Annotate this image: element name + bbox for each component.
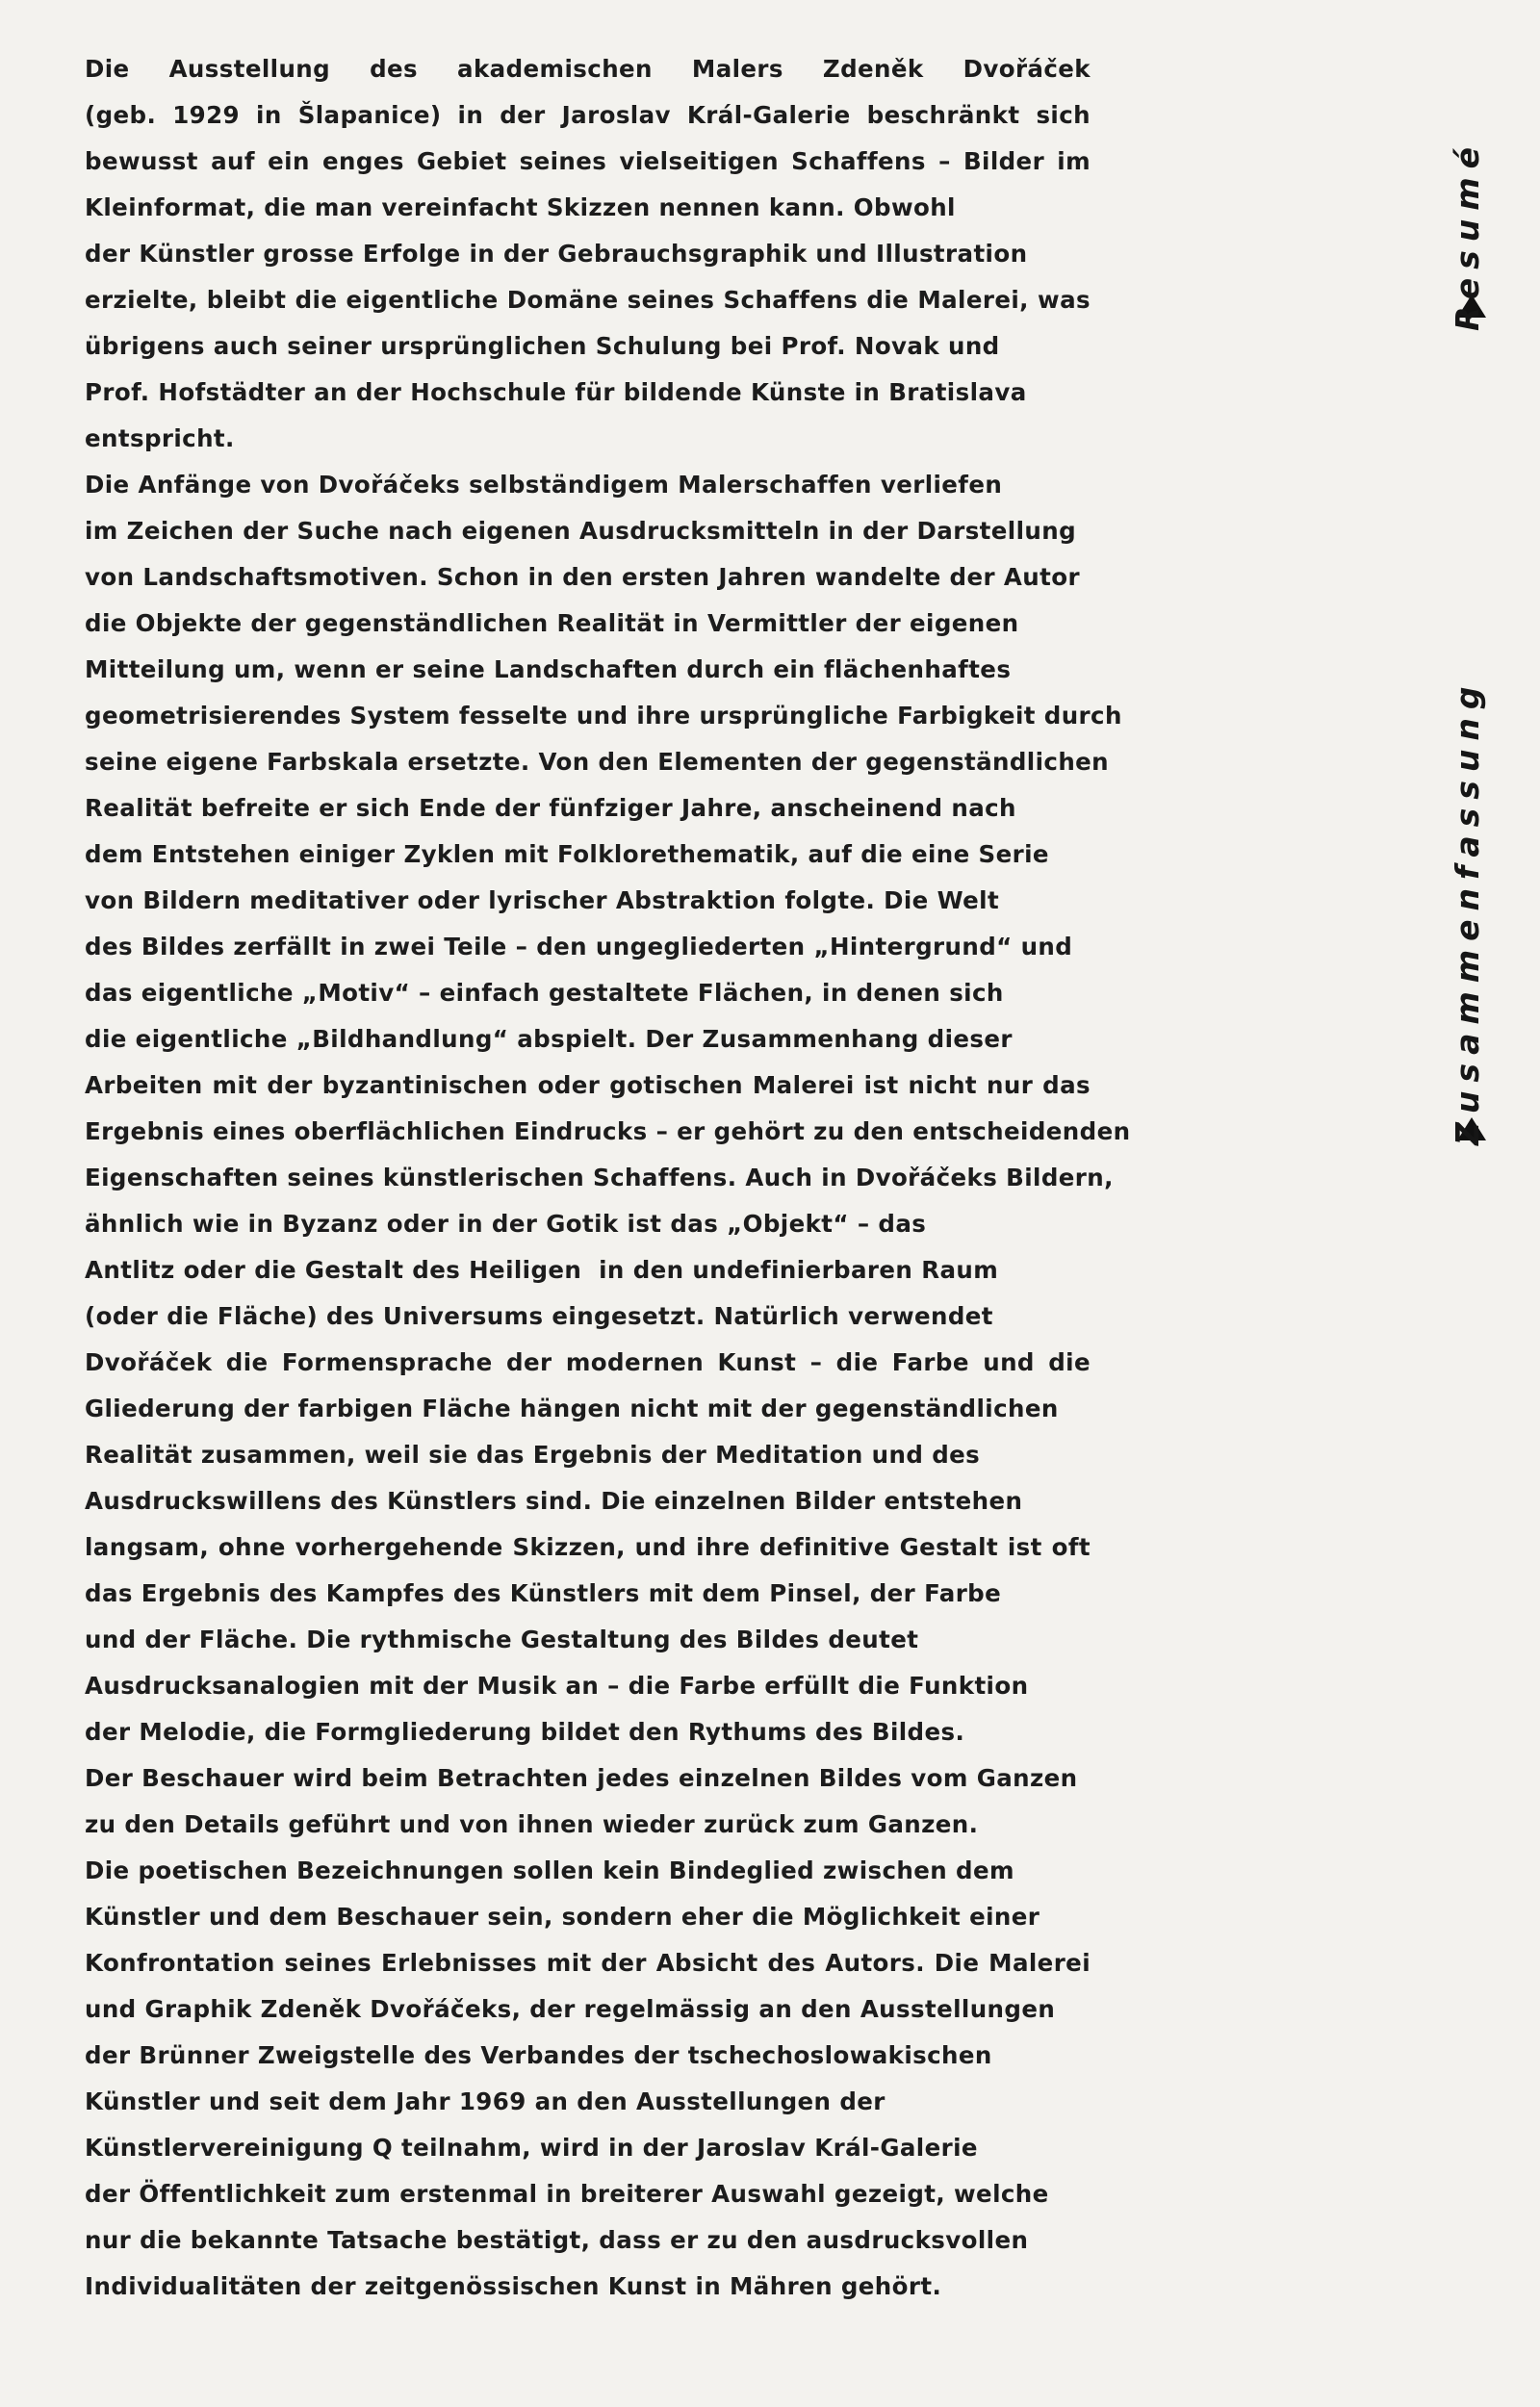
text-line: Ausdruckswillens des Künstlers sind. Die einzelnen Bilder entstehen: [85, 1487, 1023, 1515]
text-line: und der Fläche. Die rythmische Gestaltung des Bildes deutet: [85, 1626, 919, 1653]
text-line: Antlitz oder die Gestalt des Heiligen in den undefinierbaren Raum: [85, 1256, 999, 1284]
text-line: entspricht.: [85, 424, 235, 452]
text-line: dem Entstehen einiger Zyklen mit Folklorethematik, auf die eine Serie: [85, 840, 1049, 868]
text-line: Gliederung der farbigen Fläche hängen nicht mit der gegenständlichen: [85, 1395, 1059, 1422]
text-line: das eigentliche „Motiv“ – einfach gestaltete Flächen, in denen sich: [85, 979, 1004, 1007]
text-line: Künstlervereinigung Q teilnahm, wird in der Jaroslav Král-Galerie: [85, 2134, 978, 2162]
side-label-resume: Resumé: [1449, 138, 1486, 331]
text-line: der Melodie, die Formgliederung bildet den Rythums des Bildes.: [85, 1718, 965, 1746]
text-line: (geb. 1929 in Šlapanice) in der Jaroslav Král-Galerie beschränkt sich: [85, 101, 1091, 129]
text-line: von Bildern meditativer oder lyrischer Abstraktion folgte. Die Welt: [85, 886, 1000, 914]
text-line: bewusst auf ein enges Gebiet seines vielseitigen Schaffens – Bilder im: [85, 147, 1091, 175]
text-line: Realität befreite er sich Ende der fünfziger Jahre, anscheinend nach: [85, 794, 1016, 822]
text-line: Die poetischen Bezeichnungen sollen kein Bindeglied zwischen dem: [85, 1856, 1014, 1884]
text-line: Prof. Hofstädter an der Hochschule für bildende Künste in Bratislava: [85, 378, 1027, 406]
text-line: Individualitäten der zeitgenössischen Kunst in Mähren gehört.: [85, 2272, 942, 2300]
text-line: der Öffentlichkeit zum erstenmal in breiterer Auswahl gezeigt, welche: [85, 2180, 1049, 2208]
article-body: [85, 46, 1131, 2310]
text-line: Arbeiten mit der byzantinischen oder gotischen Malerei ist nicht nur das: [85, 1071, 1091, 1099]
text-line: Der Beschauer wird beim Betrachten jedes einzelnen Bildes vom Ganzen: [85, 1764, 1078, 1792]
text-line: Realität zusammen, weil sie das Ergebnis der Meditation und des: [85, 1441, 981, 1469]
text-line: Die Anfänge von Dvořáčeks selbständigem Malerschaffen verliefen: [85, 471, 1003, 499]
text-line: langsam, ohne vorhergehende Skizzen, und ihre definitive Gestalt ist oft: [85, 1533, 1091, 1561]
text-line: das Ergebnis des Kampfes des Künstlers mit dem Pinsel, der Farbe: [85, 1579, 1002, 1607]
text-line: Konfrontation seines Erlebnisses mit der Absicht des Autors. Die Malerei: [85, 1949, 1091, 1977]
text-line: von Landschaftsmotiven. Schon in den ersten Jahren wandelte der Autor: [85, 563, 1080, 591]
text-line: Ausdrucksanalogien mit der Musik an – die Farbe erfüllt die Funktion: [85, 1672, 1029, 1700]
text-line: geometrisierendes System fesselte und ihre ursprüngliche Farbigkeit durch: [85, 702, 1122, 730]
text-line: im Zeichen der Suche nach eigenen Ausdrucksmitteln in der Darstellung: [85, 517, 1077, 545]
text-line: und Graphik Zdeněk Dvořáčeks, der regelmässig an den Ausstellungen: [85, 1995, 1056, 2023]
text-line: Künstler und seit dem Jahr 1969 an den Ausstellungen der: [85, 2087, 886, 2115]
text-line: zu den Details geführt und von ihnen wieder zurück zum Ganzen.: [85, 1810, 979, 1838]
text-line: Kleinformat, die man vereinfacht Skizzen nennen kann. Obwohl: [85, 193, 956, 221]
text-line: seine eigene Farbskala ersetzte. Von den Elementen der gegenständlichen: [85, 748, 1110, 776]
text-line: nur die bekannte Tatsache bestätigt, dass er zu den ausdrucksvollen: [85, 2226, 1029, 2254]
text-line: Die Ausstellung des akademischen Malers Zdeněk Dvořáček: [85, 55, 1091, 83]
text-line: (oder die Fläche) des Universums eingesetzt. Natürlich verwendet: [85, 1302, 993, 1330]
text-line: Ergebnis eines oberflächlichen Eindrucks – er gehört zu den entscheidenden: [85, 1117, 1131, 1145]
text-line: des Bildes zerfällt in zwei Teile – den ungegliederten „Hintergrund“ und: [85, 933, 1073, 960]
text-line: der Brünner Zweigstelle des Verbandes der tschechoslowakischen: [85, 2041, 992, 2069]
text-line: Dvořáček die Formensprache der modernen Kunst – die Farbe und die: [85, 1348, 1091, 1376]
text-line: die eigentliche „Bildhandlung“ abspielt. Der Zusammenhang dieser: [85, 1025, 1013, 1053]
text-line: der Künstler grosse Erfolge in der Gebrauchsgraphik und Illustration: [85, 240, 1028, 268]
side-label-zusammenfassung: Zusammenfassung: [1449, 678, 1486, 1145]
text-line: erzielte, bleibt die eigentliche Domäne seines Schaffens die Malerei, was: [85, 286, 1091, 314]
text-line: Mitteilung um, wenn er seine Landschaften durch ein flächenhaftes: [85, 655, 1012, 683]
text-line: die Objekte der gegenständlichen Realität in Vermittler der eigenen: [85, 609, 1019, 637]
text-line: übrigens auch seiner ursprünglichen Schulung bei Prof. Novak und: [85, 332, 1000, 360]
text-line: Eigenschaften seines künstlerischen Schaffens. Auch in Dvořáčeks Bildern,: [85, 1164, 1114, 1191]
text-line: Künstler und dem Beschauer sein, sondern eher die Möglichkeit einer: [85, 1903, 1040, 1931]
text-line: ähnlich wie in Byzanz oder in der Gotik ist das „Objekt“ – das: [85, 1210, 927, 1238]
